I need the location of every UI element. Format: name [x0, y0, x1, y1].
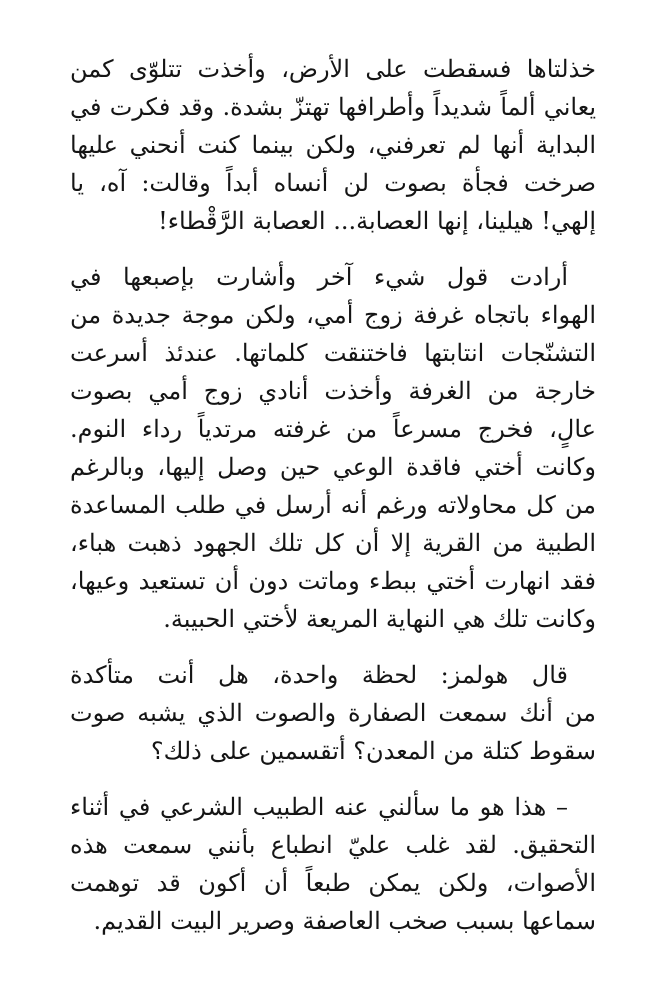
text-line: سماعها بسبب صخب العاصفة وصرير البيت القديم.	[93, 907, 596, 935]
text-line: صرخت فجأة بصوت لن أنساه أبداً وقالت: آه، يا	[70, 169, 596, 197]
text-line: التشنّجات انتابتها فاختنقت كلماتها. عندئذ أسرعت	[70, 339, 596, 367]
text-line: فقد انهارت أختي ببطء وماتت دون أن تستعيد وعيها،	[70, 567, 596, 595]
text-line: أرادت قول شيء آخر وأشارت بإصبعها في	[70, 263, 568, 291]
text-line: خارجة من الغرفة وأخذت أنادي زوج أمي بصوت	[70, 377, 596, 405]
paragraph-gap	[70, 770, 596, 788]
text-line: الهواء باتجاه غرفة زوج أمي، ولكن موجة جديدة من	[70, 301, 596, 329]
text-line: وكانت تلك هي النهاية المريعة لأختي الحبيبة.	[163, 605, 596, 633]
paragraph-4	[70, 788, 596, 940]
text-line: من أنك سمعت الصفارة والصوت الذي يشبه صوت	[70, 699, 596, 727]
text-line: قال هولمز: لحظة واحدة، هل أنت متأكدة	[70, 661, 568, 689]
text-line: – هذا هو ما سألني عنه الطبيب الشرعي في أثناء	[70, 793, 568, 821]
text-line: يعاني ألماً شديداً وأطرافها تهتزّ بشدة. وقد فكرت في	[70, 93, 596, 121]
paragraph-gap	[70, 638, 596, 656]
book-page	[70, 50, 596, 940]
text-line: خذلتاها فسقطت على الأرض، وأخذت تتلوّى كمن	[70, 55, 596, 83]
text-line: إلهي! هيلينا، إنها العصابة... العصابة الرَّقْطاء!	[158, 207, 596, 235]
paragraph-1	[70, 50, 596, 240]
text-line: من كل محاولاته ورغم أنه أرسل في طلب المساعدة	[70, 491, 596, 519]
text-line: البداية أنها لم تعرفني، ولكن بينما كنت أنحني عليها	[70, 131, 596, 159]
text-line: سقوط كتلة من المعدن؟ أتقسمين على ذلك؟	[150, 737, 596, 765]
text-line: الطبية من القرية إلا أن كل تلك الجهود ذهبت هباء،	[70, 529, 596, 557]
paragraph-3	[70, 656, 596, 770]
paragraph-gap	[70, 240, 596, 258]
text-line: الأصوات، ولكن يمكن طبعاً أن أكون قد توهمت	[70, 869, 596, 897]
text-line: عالٍ، فخرج مسرعاً من غرفته مرتدياً رداء النوم.	[70, 415, 596, 443]
paragraph-2	[70, 258, 596, 638]
text-line: التحقيق. لقد غلب عليّ انطباع بأنني سمعت هذه	[70, 831, 596, 859]
text-line: وكانت أختي فاقدة الوعي حين وصل إليها، وبالرغم	[70, 453, 596, 481]
